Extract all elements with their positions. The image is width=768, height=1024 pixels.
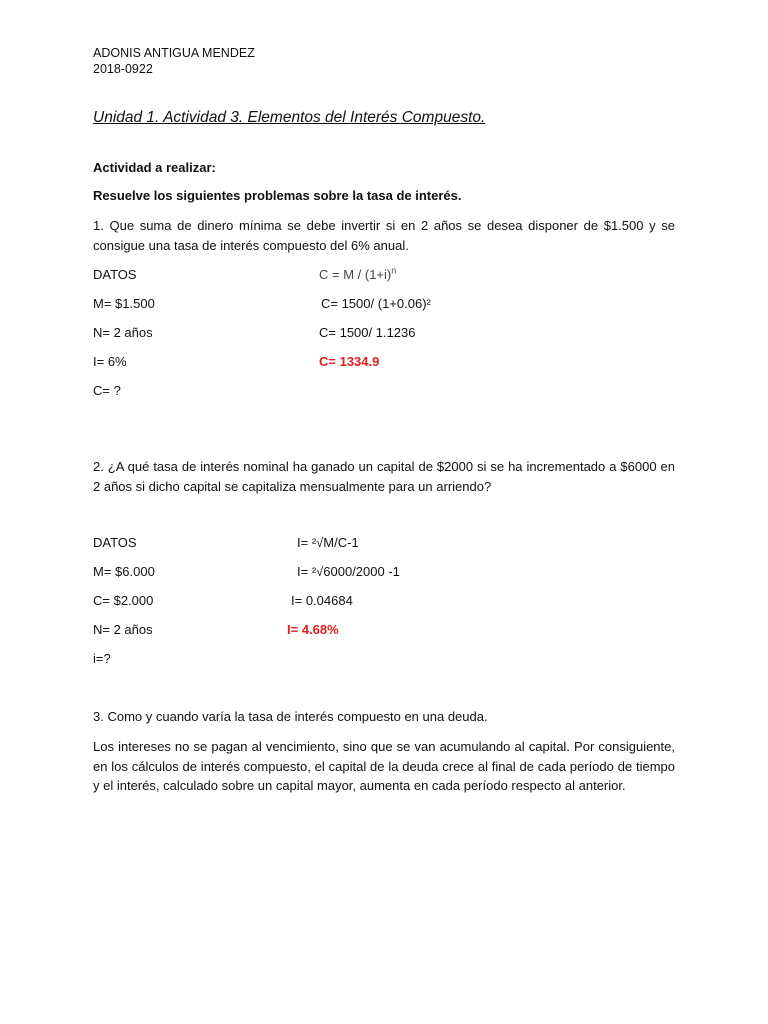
problem2-statement: 2. ¿A qué tasa de interés nominal ha ganado un capital de $2000 si se ha incrementado a $6000 en 2 años si dicho capital se capitaliza mensualmente para un arriendo? bbox=[93, 459, 675, 494]
problem1-formula-text: C = M / (1+i) bbox=[319, 267, 392, 282]
student-id: 2018-0922 bbox=[93, 62, 153, 76]
document-title: Unidad 1. Actividad 3. Elementos del Interés Compuesto. bbox=[93, 109, 486, 126]
problem2-data-n: N= 2 años bbox=[93, 622, 153, 637]
problem2-data-c: C= $2.000 bbox=[93, 593, 154, 608]
problem3-statement: 3. Como y cuando varía la tasa de interés compuesto en una deuda. bbox=[93, 709, 488, 724]
problem1-data-label: DATOS bbox=[93, 267, 137, 282]
problem1-step1: C= 1500/ (1+0.06)² bbox=[321, 296, 431, 311]
problem1-data-m: M= $1.500 bbox=[93, 296, 155, 311]
author-name: ADONIS ANTIGUA MENDEZ bbox=[93, 46, 255, 60]
problem1-result: C= 1334.9 bbox=[319, 354, 380, 369]
problem2-step2: I= 0.04684 bbox=[291, 593, 353, 608]
problem1-step2: C= 1500/ 1.1236 bbox=[319, 325, 416, 340]
activity-label: Actividad a realizar: bbox=[93, 160, 216, 175]
problem2-formula: I= ²√M/C-1 bbox=[297, 535, 359, 550]
instruction-text: Resuelve los siguientes problemas sobre la tasa de interés. bbox=[93, 188, 462, 203]
problem2-step1: I= ²√6000/2000 -1 bbox=[297, 564, 400, 579]
problem1-statement: 1. Que suma de dinero mínima se debe invertir si en 2 años se desea disponer de $1.500 y se consigue una tasa de interés compuesto del 6% anual. bbox=[93, 218, 675, 253]
problem2-data-m: M= $6.000 bbox=[93, 564, 155, 579]
problem1-data-n: N= 2 años bbox=[93, 325, 153, 340]
problem2-result: I= 4.68% bbox=[287, 622, 339, 637]
problem2-data-label: DATOS bbox=[93, 535, 137, 550]
problem3-answer: Los intereses no se pagan al vencimiento, sino que se van acumulando al capital. Por consiguiente, en los cálculos de interés compuesto, el capital de la deuda crece al final de cada período de tiempo y el interés, calculado sobre un capital mayor, aumenta en cada período respecto al anterior. bbox=[93, 739, 675, 793]
problem1-data-c: C= ? bbox=[93, 383, 121, 398]
problem1-formula bbox=[319, 266, 396, 284]
problem1-formula-exponent: n bbox=[391, 265, 397, 276]
problem1-data-i: I= 6% bbox=[93, 354, 127, 369]
problem2-data-i: i=? bbox=[93, 651, 111, 666]
